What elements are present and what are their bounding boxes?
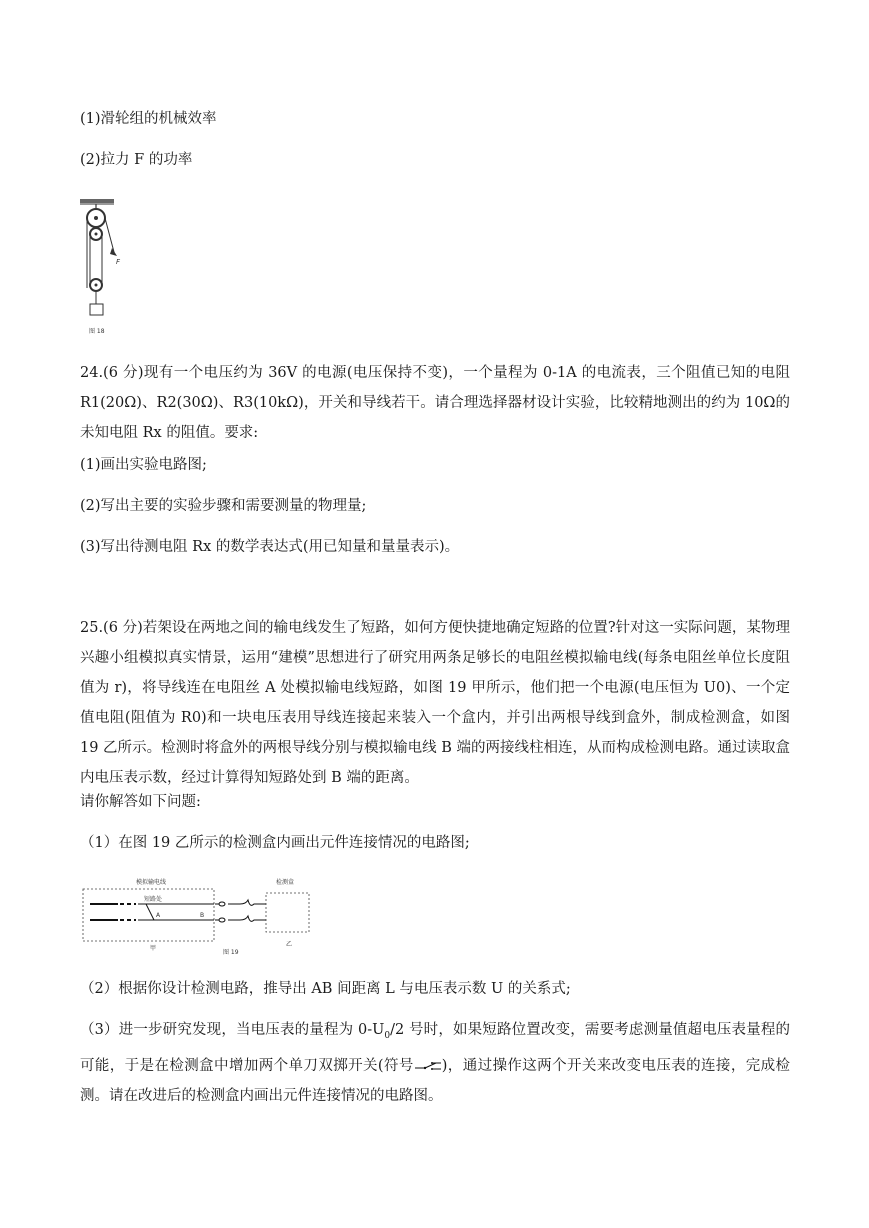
circuit-figure-19 xyxy=(80,874,320,960)
force-label: F xyxy=(116,258,121,266)
q25-sub3-subscript: 0 xyxy=(384,1030,391,1041)
test-lead-bottom xyxy=(228,916,266,921)
q25-stem: 25.(6 分)若架设在两地之间的输电线发生了短路，如何方便快捷地确定短路的位置?针对这一实际问题，某物理兴趣小组模拟真实情景，运用“建模”思想进行了研究用两条足够长的电阻丝模拟输电线(每条电阻丝单位长度阻值为 r)，将导线连在电阻丝 A 处模拟输电线短路，如图 19 甲所示，他们把一个电源(电压恒为 U0)、一个定值电阻(阻值为 R0)和一块电压表用导线连接起来装入一个盒内，并引出两根导线到盒外，制成检测盒，如图 19 乙所示。检测时将盒外的两根导线分别与模拟输电线 B 端的两接线柱相连，从而构成检测电路。通过读取盒内电压表示数，经过计算得知短路处到 B 端的距离。 xyxy=(80,620,790,786)
q25-ask: 请你解答如下问题: xyxy=(80,794,201,810)
q24-req3: (3)写出待测电阻 Rx 的数学表达式(用已知量和量量表示)。 xyxy=(80,539,460,555)
test-lead-top xyxy=(228,900,266,905)
spdt-switch-symbol-icon xyxy=(414,1060,442,1072)
ceiling-hatch xyxy=(80,199,114,203)
label-sim-line: 模拟输电线 xyxy=(136,879,167,886)
label-detection-box: 检测盒 xyxy=(276,879,295,886)
q24-req1: (1)画出实验电路图; xyxy=(80,457,207,473)
q25-sub3 xyxy=(80,1015,790,1111)
weight-block xyxy=(90,304,103,315)
figure-19-caption: 图 19 xyxy=(223,949,239,956)
pulley-figure-18 xyxy=(74,196,134,338)
detection-box-yi xyxy=(266,893,309,932)
q25-sub3-text-c: )，通过操作这两个开关来改变电压表的连接，完成检测。请在改进后的检测盒内画出元件连接情况的电路图。 xyxy=(80,1057,790,1104)
label-yi: 乙 xyxy=(286,941,293,948)
q23-part2: (2)拉力 F 的功率 xyxy=(80,152,193,168)
q25-sub2: （2）根据你设计检测电路，推导出 AB 间距离 L 与电压表示数 U 的关系式; xyxy=(80,981,571,997)
short-wire xyxy=(146,904,154,920)
q23-part1: (1)滑轮组的机械效率 xyxy=(80,111,217,127)
q25-sub1: （1）在图 19 乙所示的检测盒内画出元件连接情况的电路图; xyxy=(80,835,470,851)
q25-sub3-text-a: （3）进一步研究发现，当电压表的量程为 0-U xyxy=(80,1022,385,1038)
label-jia: 甲 xyxy=(150,945,157,952)
q24-req2: (2)写出主要的实验步骤和需要测量的物理量; xyxy=(80,498,367,514)
q24-stem: 24.(6 分)现有一个电压约为 36V 的电源(电压保持不变)，一个量程为 0-1A 的电流表，三个阻值已知的电阻 R1(20Ω)、R2(30Ω)、R3(10kΩ)，开关和导线若干。请合理选择器材设计实验，比较精地测出的约为 10Ω的未知电阻 Rx 的阻值。要求: xyxy=(80,365,790,441)
figure-18-caption: 图 18 xyxy=(89,328,105,335)
label-a: A xyxy=(156,912,161,919)
label-b: B xyxy=(200,912,205,919)
q25-sub3-text-b: /2 号时，如果短路位置改变，需要考虑测量值超电压表量程的可能，于是在检测盒中增加两个单刀双掷开关(符号 xyxy=(80,1022,791,1074)
label-short: 短路处 xyxy=(144,896,163,903)
